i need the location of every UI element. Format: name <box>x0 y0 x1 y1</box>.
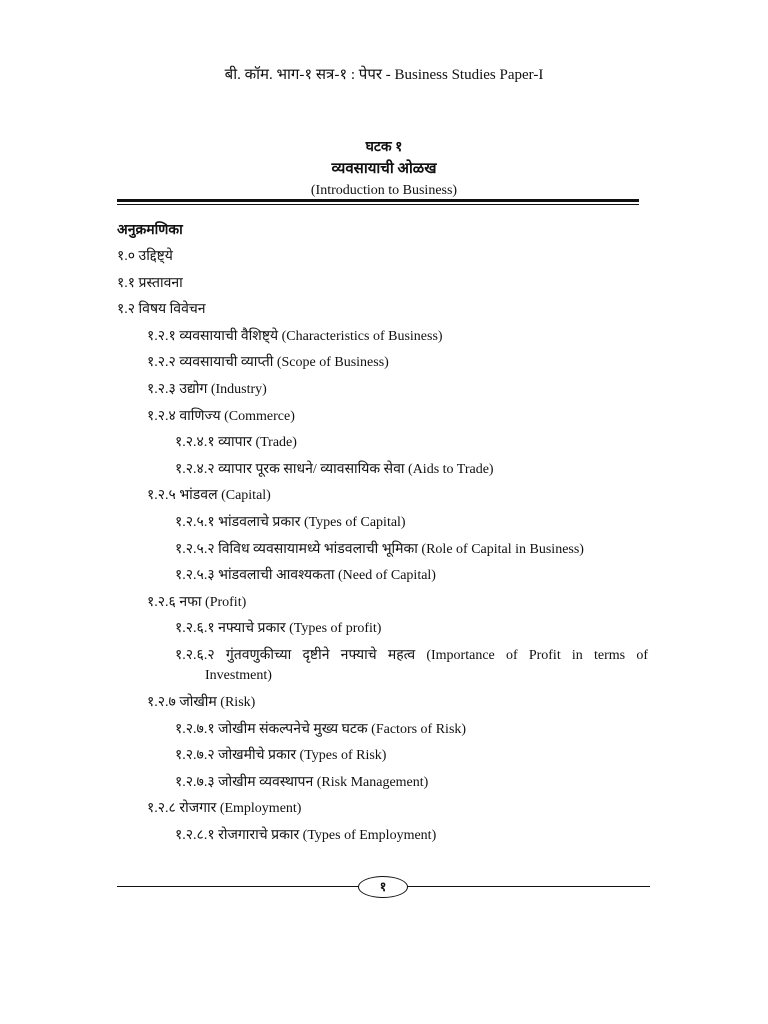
toc-entry <box>117 407 648 434</box>
unit-title: व्यवसायाची ओळख <box>331 161 437 177</box>
toc-entry <box>117 433 648 460</box>
toc-entry-text: १.२.७.३ जोखीम व्यवस्थापन (Risk Management) <box>175 774 429 790</box>
toc-entry-text: १.२.४.१ व्यापार (Trade) <box>175 435 297 451</box>
toc-entry-text: १.२.२ व्यवसायाची व्याप्ती (Scope of Business) <box>147 355 389 371</box>
toc-entry <box>117 274 648 301</box>
table-of-contents <box>117 247 648 852</box>
toc-heading: अनुक्रमणिका <box>117 223 183 238</box>
toc-entry-text: १.२.४.२ व्यापार पूरक साधने/ व्यावसायिक सेवा (Aids to Trade) <box>175 461 494 477</box>
toc-entry-text: १.२ विषय विवेचन <box>117 302 206 318</box>
toc-entry <box>117 380 648 407</box>
toc-entry-text: १.२.८.१ रोजगाराचे प्रकार (Types of Employment) <box>175 827 437 843</box>
toc-entry-text: १.२.६.१ नफ्याचे प्रकार (Types of profit) <box>175 621 382 637</box>
toc-entry <box>117 619 648 646</box>
toc-entry <box>117 513 648 540</box>
toc-entry <box>117 773 648 800</box>
toc-entry-continuation: Investment) <box>205 667 272 683</box>
toc-entry-text: १.२.४ वाणिज्य (Commerce) <box>147 408 295 424</box>
toc-entry-text: १.२.६.२ गुंतवणुकीच्या दृष्टीने नफ्याचे महत्व (Importance of Profit in terms of <box>175 647 648 663</box>
toc-entry <box>117 720 648 747</box>
heading-divider-thin <box>117 204 639 205</box>
toc-entry-text: १.२.५.२ विविध व्यवसायामध्ये भांडवलाची भूमिका (Role of Capital in Business) <box>175 541 584 557</box>
toc-entry <box>117 693 648 720</box>
toc-entry-text: १.२.३ उद्योग (Industry) <box>147 381 267 397</box>
page-number: १ <box>358 876 408 898</box>
toc-entry-text: १.२.५ भांडवल (Capital) <box>147 488 271 504</box>
toc-entry-text: १.२.५.३ भांडवलाची आवश्यकता (Need of Capital) <box>175 568 436 584</box>
toc-entry <box>117 460 648 487</box>
toc-entry <box>117 300 648 327</box>
toc-entry <box>117 353 648 380</box>
toc-entry <box>117 327 648 354</box>
toc-entry <box>117 486 648 513</box>
toc-entry-text: १.२.७.२ जोखमीचे प्रकार (Types of Risk) <box>175 748 387 764</box>
toc-entry-text: १.२.८ रोजगार (Employment) <box>147 801 302 817</box>
toc-entry-text: १.० उद्दिष्ट्ये <box>117 249 173 264</box>
toc-entry <box>117 646 648 693</box>
toc-entry-text: १.१ प्रस्तावना <box>117 275 183 291</box>
toc-entry <box>117 593 648 620</box>
unit-subtitle: (Introduction to Business) <box>310 183 458 198</box>
toc-entry-text: १.२.५.१ भांडवलाचे प्रकार (Types of Capital) <box>175 514 406 530</box>
toc-entry-text: १.२.१ व्यवसायाची वैशिष्ट्ये (Characteristics of Business) <box>147 328 443 344</box>
toc-entry <box>117 746 648 773</box>
unit-heading-block <box>0 138 768 202</box>
toc-entry <box>117 799 648 826</box>
toc-entry-text: १.२.६ नफा (Profit) <box>147 594 247 610</box>
toc-entry <box>117 566 648 593</box>
running-header: बी. कॉम. भाग-१ सत्र-१ : पेपर - Business Studies Paper-I <box>224 67 544 83</box>
heading-divider-thick <box>117 199 639 202</box>
toc-entry <box>117 247 648 274</box>
toc-entry-text: १.२.७ जोखीम (Risk) <box>147 694 256 710</box>
unit-label: घटक १ <box>365 140 403 155</box>
toc-entry-text: १.२.७.१ जोखीम संकल्पनेचे मुख्य घटक (Factors of Risk) <box>175 721 467 737</box>
toc-entry <box>117 826 648 853</box>
toc-entry <box>117 540 648 567</box>
